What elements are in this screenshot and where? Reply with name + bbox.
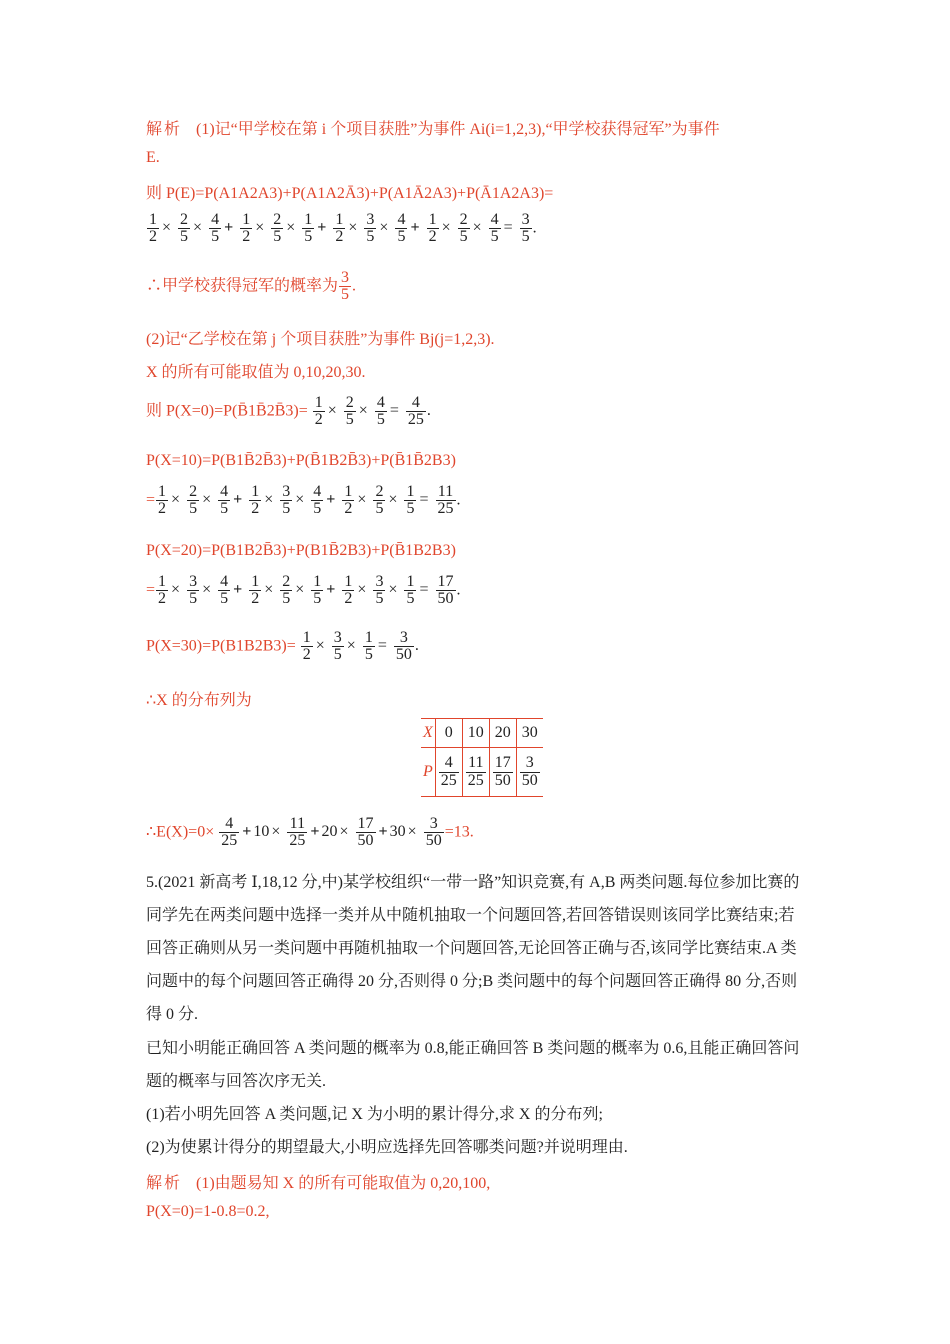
solution-text: (1)由题易知 X 的所有可能取值为 0,20,100, <box>196 1175 491 1192</box>
p-header-cell: P <box>421 748 435 797</box>
px10-head: P(X=10)=P(B1B̄2B̄3)+P(B̄1B2B̄3)+P(B̄1B̄2B3) <box>146 452 456 469</box>
solution-label: 解析 <box>146 1175 183 1192</box>
expectation-line: ∴E(X)=0× $\frac{4}{25}$ + 10 × $\frac{11}{25}$ + 20 × $\frac{17}{50}$ + 30 × $\frac{3}{50}$ =13. <box>146 815 474 850</box>
question-5-condition: 已知小明能正确回答 A 类问题的概率为 0.8,能正确回答 B 类问题的概率为 0.6,且能正确回答问题的概率与回答次序无关. <box>146 1040 800 1090</box>
solution-line-1 <box>146 116 720 139</box>
part2-event-def: (2)记“乙学校在第 j 个项目获胜”为事件 Bj(j=1,2,3). <box>146 331 495 348</box>
p-value-cell: $\frac{11}{25}$ <box>462 748 489 797</box>
p-value-cell: $\frac{17}{50}$ <box>489 748 516 797</box>
p-value-cell: $\frac{3}{50}$ <box>516 748 543 797</box>
conclusion-text: ∴甲学校获得冠军的概率为 <box>146 277 339 295</box>
px20-head: P(X=20)=P(B1B2B̄3)+P(B1B̄2B3)+P(B̄1B2B3) <box>146 542 456 559</box>
x-value-cell: 20 <box>489 719 516 748</box>
question-5-solution-line-1 <box>146 1170 490 1193</box>
pe-product-line: $\frac{1}{2}$ × $\frac{2}{5}$ × $\frac{4}{5}$ + $\frac{1}{2}$ × $\frac{2}{5}$ × $\frac{1}{5}$ + $\frac{1}{2}$ × $\frac{3}{5}$ × $\frac{4}{5}$ + $\frac{1}{2}$ × $\frac{2}{5}$ × $\frac{4}{5}$ = $\frac{3}{5}$ . <box>149 211 537 246</box>
question-5-part1: (1)若小明先回答 A 类问题,记 X 为小明的累计得分,求 X 的分布列; <box>146 1106 603 1123</box>
table-row <box>421 748 543 797</box>
px0-line: 则 P(X=0)=P(B̄1B̄2B̄3)= $\frac{1}{2}$ × $\frac{2}{5}$ × $\frac{4}{5}$ = $\frac{4}{25}$ . <box>146 394 431 429</box>
expectation-prefix: ∴E(X)=0× <box>146 823 215 841</box>
px30-prefix: P(X=30)=P(B1B2B3)= <box>146 637 296 655</box>
solution-text-1: (1)记“甲学校在第 i 个项目获胜”为事件 Ai(i=1,2,3),“甲学校获得冠军”为事件 <box>196 121 720 138</box>
solution-line-1b: E. <box>146 149 160 166</box>
question-5-text: 5.(2021 新高考 Ⅰ,18,12 分,中)某学校组织“一带一路”知识竞赛,有 A,B 两类问题.每位参加比赛的同学先在两类问题中选择一类并从中随机抽取一个问题回答,若回答错误则该同学比赛结束;若回答正确则从另一类问题中再随机抽取一个问题回答,无论回答正确与否,该同学比赛结束.A 类问题中的每个问题回答正确得 20 分,否则得 0 分;B 类问题中的每个问题回答正确得 80 分,否则得 0 分. <box>146 874 800 1023</box>
conclusion-champion: ∴甲学校获得冠军的概率为 $\frac{3}{5}$ . <box>146 269 357 304</box>
distribution-title: ∴X 的分布列为 <box>146 692 252 709</box>
x-value-cell: 10 <box>462 719 489 748</box>
solution-label: 解析 <box>146 121 183 138</box>
x-header-cell: X <box>421 719 435 748</box>
table-row <box>421 719 543 748</box>
p-value-cell: $\frac{4}{25}$ <box>435 748 462 797</box>
question-5-part2: (2)为使累计得分的期望最大,小明应选择先回答哪类问题?并说明理由. <box>146 1139 628 1156</box>
px20-product: = $\frac{1}{2}$ × $\frac{3}{5}$ × $\frac{4}{5}$ + $\frac{1}{2}$ × $\frac{2}{5}$ × $\frac{1}{5}$ + $\frac{1}{2}$ × $\frac{3}{5}$ × $\frac{1}{5}$ = $\frac{17}{50}$ . <box>146 573 461 608</box>
expectation-result: =13. <box>444 823 474 841</box>
px0-prefix: 则 P(X=0)=P(B̄1B̄2B̄3)= <box>146 402 308 420</box>
x-value-cell: 30 <box>516 719 543 748</box>
question-5-solution-line-2: P(X=0)=1-0.8=0.2, <box>146 1203 270 1220</box>
x-value-cell: 0 <box>435 719 462 748</box>
pe-expression: 则 P(E)=P(A1A2A3)+P(A1A2Ā3)+P(A1Ā2A3)+P(Ā1A2A3)= <box>146 185 554 202</box>
px10-product: = $\frac{1}{2}$ × $\frac{2}{5}$ × $\frac{4}{5}$ + $\frac{1}{2}$ × $\frac{3}{5}$ × $\frac{4}{5}$ + $\frac{1}{2}$ × $\frac{2}{5}$ × $\frac{1}{5}$ = $\frac{11}{25}$ . <box>146 483 461 518</box>
x-values-line: X 的所有可能取值为 0,10,20,30. <box>146 364 366 381</box>
px30-line: P(X=30)=P(B1B2B3)= $\frac{1}{2}$ × $\frac{3}{5}$ × $\frac{1}{5}$ = $\frac{3}{50}$ . <box>146 629 419 664</box>
distribution-table <box>421 718 543 797</box>
